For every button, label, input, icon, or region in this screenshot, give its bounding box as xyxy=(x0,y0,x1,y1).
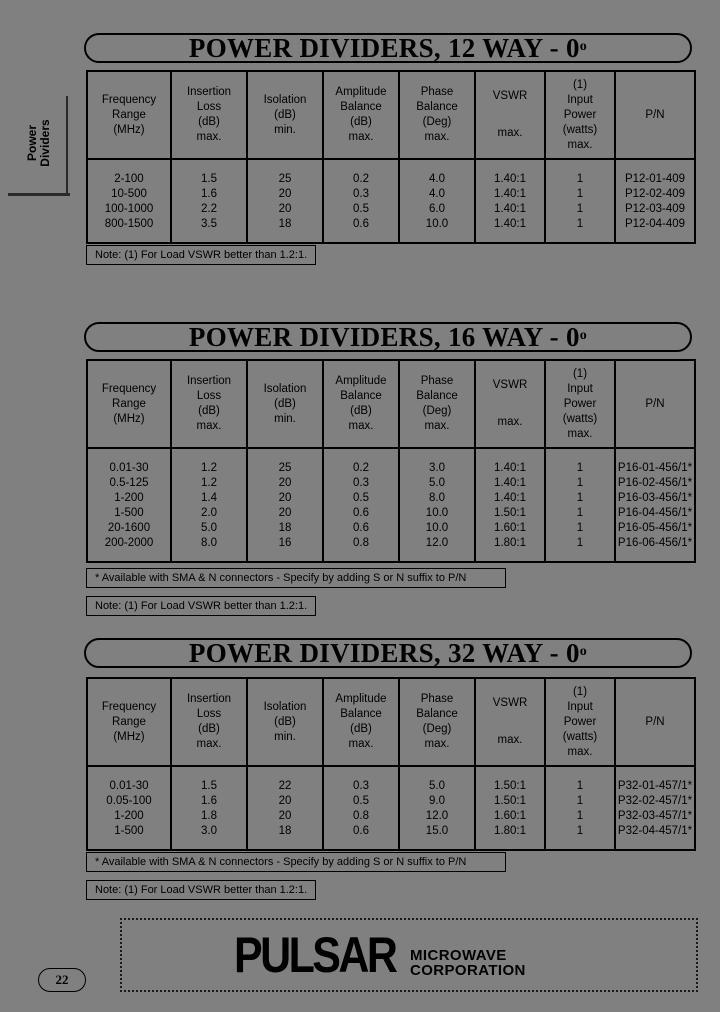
header-line: max. xyxy=(497,734,523,746)
cell-vswr: 1.50:1 xyxy=(475,766,545,794)
cell-frequency: 2-100 xyxy=(114,173,144,185)
table-row xyxy=(87,824,695,850)
cell-isolation: 20 xyxy=(247,809,323,824)
header-line: (dB) xyxy=(274,397,296,410)
cell-phase-balance: 15.0 xyxy=(399,824,475,850)
table-row xyxy=(87,536,695,562)
footnote-connectors: * Available with SMA & N connectors - Specify by adding S or N suffix to P/N xyxy=(86,568,506,588)
cell-input-power: 1 xyxy=(545,824,615,850)
cell-isolation: 20 xyxy=(247,491,323,506)
column-header-amplitude-balance xyxy=(323,678,399,766)
header-line: Balance xyxy=(416,390,458,402)
column-header-insertion-loss xyxy=(171,71,247,159)
header-line: Loss xyxy=(196,101,222,113)
header-line: (1) xyxy=(572,685,588,698)
cell-amplitude-balance: 0.6 xyxy=(323,521,399,536)
cell-vswr: 1.50:1 xyxy=(475,794,545,809)
footnote-vswr: Note: (1) For Load VSWR better than 1.2:1. xyxy=(86,596,316,616)
spec-table-32-way xyxy=(86,677,696,851)
cell-frequency: 10-500 xyxy=(111,188,147,200)
column-header-phase-balance xyxy=(399,678,475,766)
cell-insertion-loss: 2.2 xyxy=(171,202,247,217)
cell-amplitude-balance: 0.2 xyxy=(323,159,399,187)
header-line: max. xyxy=(567,745,593,758)
table-row xyxy=(87,794,695,809)
footnote-vswr: Note: (1) For Load VSWR better than 1.2:1. xyxy=(86,245,316,265)
cell-phase-balance: 10.0 xyxy=(399,521,475,536)
header-line: (dB) xyxy=(198,405,220,417)
cell-insertion-loss: 1.2 xyxy=(171,448,247,476)
header-line: Power xyxy=(563,108,597,121)
table-row xyxy=(87,506,695,521)
column-header-phase-balance xyxy=(399,71,475,159)
cell-phase-balance: 3.0 xyxy=(399,448,475,476)
cell-amplitude-balance: 0.6 xyxy=(323,506,399,521)
header-line: Balance xyxy=(340,101,382,113)
cell-isolation: 18 xyxy=(247,824,323,850)
table-row xyxy=(87,202,695,217)
cell-isolation: 25 xyxy=(247,159,323,187)
cell-part-number: P12-03-409 xyxy=(615,202,695,217)
header-line: (MHz) xyxy=(113,412,145,425)
table-row xyxy=(87,766,695,794)
table-row xyxy=(87,187,695,202)
cell-amplitude-balance: 0.5 xyxy=(323,794,399,809)
header-line: Range xyxy=(112,108,146,121)
header-line: max. xyxy=(348,738,374,750)
cell-amplitude-balance: 0.8 xyxy=(323,536,399,562)
cell-part-number: P12-01-409 xyxy=(615,159,695,187)
column-header-isolation xyxy=(247,678,323,766)
column-header-vswr xyxy=(475,360,545,448)
header-line: (watts) xyxy=(562,123,598,136)
table-row xyxy=(87,476,695,491)
cell-input-power: 1 xyxy=(545,766,615,794)
cell-amplitude-balance: 0.5 xyxy=(323,491,399,506)
cell-phase-balance: 12.0 xyxy=(399,809,475,824)
cell-frequency: 100-1000 xyxy=(104,203,154,215)
header-line: max. xyxy=(424,738,450,750)
cell-input-power: 1 xyxy=(545,521,615,536)
table-row xyxy=(87,448,695,476)
cell-insertion-loss: 3.5 xyxy=(171,217,247,243)
cell-isolation: 20 xyxy=(247,187,323,202)
header-line: Input xyxy=(567,382,593,395)
cell-input-power: 1 xyxy=(545,476,615,491)
header-line: (dB) xyxy=(274,715,296,728)
cell-insertion-loss: 1.2 xyxy=(171,476,247,491)
column-header-input-power xyxy=(545,678,615,766)
side-tab-base-rule xyxy=(8,193,70,196)
cell-isolation: 22 xyxy=(247,766,323,794)
cell-part-number: P16-03-456/1* xyxy=(615,491,695,506)
header-line: Isolation xyxy=(263,93,307,106)
cell-amplitude-balance: 0.6 xyxy=(323,824,399,850)
cell-isolation: 20 xyxy=(247,202,323,217)
header-line: Phase xyxy=(420,86,454,98)
cell-part-number: P16-06-456/1* xyxy=(615,536,695,562)
header-line: min. xyxy=(274,123,296,136)
header-line: max. xyxy=(497,416,523,428)
column-header-part-number xyxy=(615,360,695,448)
header-line: Isolation xyxy=(263,700,307,713)
header-line: max. xyxy=(196,131,222,143)
footnote-connectors: * Available with SMA & N connectors - Specify by adding S or N suffix to P/N xyxy=(86,852,506,872)
cell-insertion-loss: 3.0 xyxy=(171,824,247,850)
cell-phase-balance: 4.0 xyxy=(399,159,475,187)
cell-phase-balance: 5.0 xyxy=(399,476,475,491)
header-line: (1) xyxy=(572,78,588,91)
header-line: (1) xyxy=(572,367,588,380)
cell-input-power: 1 xyxy=(545,202,615,217)
header-line: max. xyxy=(196,738,222,750)
column-header-amplitude-balance xyxy=(323,71,399,159)
table-row xyxy=(87,217,695,243)
header-line: max. xyxy=(424,131,450,143)
column-header-vswr xyxy=(475,678,545,766)
header-line: (dB) xyxy=(350,723,372,735)
cell-frequency: 0.01-30 xyxy=(109,780,149,792)
spec-table-12-way xyxy=(86,70,696,244)
header-line: Insertion xyxy=(186,375,232,387)
cell-vswr: 1.40:1 xyxy=(475,448,545,476)
cell-phase-balance: 6.0 xyxy=(399,202,475,217)
cell-input-power: 1 xyxy=(545,506,615,521)
column-header-input-power xyxy=(545,360,615,448)
cell-frequency: 1-200 xyxy=(114,492,144,504)
header-line: Amplitude xyxy=(335,693,387,705)
header-line: max. xyxy=(348,131,374,143)
table-row xyxy=(87,521,695,536)
column-header-isolation xyxy=(247,360,323,448)
header-line: (dB) xyxy=(350,405,372,417)
cell-insertion-loss: 1.6 xyxy=(171,187,247,202)
cell-amplitude-balance: 0.3 xyxy=(323,187,399,202)
cell-isolation: 16 xyxy=(247,536,323,562)
cell-input-power: 1 xyxy=(545,217,615,243)
column-header-part-number xyxy=(615,678,695,766)
cell-vswr: 1.80:1 xyxy=(475,824,545,850)
header-line: (watts) xyxy=(562,730,598,743)
column-header-part-number xyxy=(615,71,695,159)
cell-vswr: 1.40:1 xyxy=(475,187,545,202)
logo-line-1: MICROWAVE xyxy=(410,947,507,964)
degree-symbol: o xyxy=(579,328,588,343)
cell-phase-balance: 5.0 xyxy=(399,766,475,794)
column-header-input-power xyxy=(545,71,615,159)
header-line: (watts) xyxy=(562,412,598,425)
header-line: Frequency xyxy=(101,700,157,713)
cell-insertion-loss: 1.4 xyxy=(171,491,247,506)
section-title-text: POWER DIVIDERS, 16 WAY - 0 xyxy=(188,322,580,352)
table-row xyxy=(87,491,695,506)
cell-input-power: 1 xyxy=(545,809,615,824)
cell-vswr: 1.40:1 xyxy=(475,217,545,243)
cell-frequency: 20-1600 xyxy=(107,522,151,534)
cell-input-power: 1 xyxy=(545,491,615,506)
cell-insertion-loss: 5.0 xyxy=(171,521,247,536)
header-line: (MHz) xyxy=(113,730,145,743)
column-header-frequency xyxy=(87,678,171,766)
column-header-frequency xyxy=(87,71,171,159)
cell-amplitude-balance: 0.6 xyxy=(323,217,399,243)
logo-line-2: CORPORATION xyxy=(410,962,526,979)
header-line: Insertion xyxy=(186,86,232,98)
cell-part-number: P16-05-456/1* xyxy=(615,521,695,536)
cell-part-number: P32-03-457/1* xyxy=(615,809,695,824)
cell-amplitude-balance: 0.3 xyxy=(323,766,399,794)
cell-vswr: 1.40:1 xyxy=(475,476,545,491)
header-line: (dB) xyxy=(198,116,220,128)
header-line: P/N xyxy=(645,397,665,410)
cell-vswr: 1.40:1 xyxy=(475,491,545,506)
cell-insertion-loss: 2.0 xyxy=(171,506,247,521)
cell-insertion-loss: 1.6 xyxy=(171,794,247,809)
cell-part-number: P16-02-456/1* xyxy=(615,476,695,491)
side-tab-rule xyxy=(66,96,68,196)
column-header-isolation xyxy=(247,71,323,159)
header-line: VSWR xyxy=(492,379,528,391)
cell-frequency: 1-500 xyxy=(114,825,144,837)
header-line: Range xyxy=(112,397,146,410)
cell-insertion-loss: 1.8 xyxy=(171,809,247,824)
header-line: max. xyxy=(497,127,523,139)
header-line: max. xyxy=(567,138,593,151)
header-line: (MHz) xyxy=(113,123,145,136)
cell-phase-balance: 12.0 xyxy=(399,536,475,562)
degree-symbol: o xyxy=(579,644,588,659)
cell-vswr: 1.80:1 xyxy=(475,536,545,562)
page-number: 22 xyxy=(38,968,86,992)
cell-frequency: 200-2000 xyxy=(104,537,154,549)
header-line: Loss xyxy=(196,708,222,720)
cell-input-power: 1 xyxy=(545,159,615,187)
cell-insertion-loss: 1.5 xyxy=(171,159,247,187)
cell-insertion-loss: 8.0 xyxy=(171,536,247,562)
header-line: (dB) xyxy=(274,108,296,121)
column-header-amplitude-balance xyxy=(323,360,399,448)
header-line: Balance xyxy=(416,708,458,720)
cell-isolation: 25 xyxy=(247,448,323,476)
degree-symbol: o xyxy=(579,39,588,54)
header-line: max. xyxy=(348,420,374,432)
cell-frequency: 1-200 xyxy=(114,810,144,822)
cell-insertion-loss: 1.5 xyxy=(171,766,247,794)
header-line: Loss xyxy=(196,390,222,402)
cell-part-number: P12-04-409 xyxy=(615,217,695,243)
logo-subtitle xyxy=(410,948,526,978)
header-line: Balance xyxy=(416,101,458,113)
header-line: max. xyxy=(567,427,593,440)
cell-frequency: 0.05-100 xyxy=(106,795,152,807)
cell-part-number: P32-04-457/1* xyxy=(615,824,695,850)
header-line: Amplitude xyxy=(335,86,387,98)
column-header-insertion-loss xyxy=(171,678,247,766)
cell-isolation: 20 xyxy=(247,506,323,521)
header-line: max. xyxy=(424,420,450,432)
cell-frequency: 800-1500 xyxy=(104,218,154,230)
column-header-frequency xyxy=(87,360,171,448)
header-line: VSWR xyxy=(492,697,528,709)
cell-phase-balance: 8.0 xyxy=(399,491,475,506)
header-line: Insertion xyxy=(186,693,232,705)
cell-isolation: 20 xyxy=(247,476,323,491)
header-line: Balance xyxy=(340,390,382,402)
section-title-16-way xyxy=(84,322,692,352)
header-line: Power xyxy=(563,715,597,728)
header-line: Balance xyxy=(340,708,382,720)
cell-phase-balance: 10.0 xyxy=(399,217,475,243)
header-line: VSWR xyxy=(492,90,528,102)
cell-frequency: 0.01-30 xyxy=(109,462,149,474)
cell-frequency: 1-500 xyxy=(114,507,144,519)
header-line: min. xyxy=(274,412,296,425)
spec-table-16-way xyxy=(86,359,696,563)
cell-part-number: P16-01-456/1* xyxy=(615,448,695,476)
cell-isolation: 18 xyxy=(247,521,323,536)
section-title-text: POWER DIVIDERS, 32 WAY - 0 xyxy=(188,638,580,668)
cell-frequency: 0.5-125 xyxy=(109,477,149,489)
cell-isolation: 20 xyxy=(247,794,323,809)
cell-vswr: 1.60:1 xyxy=(475,521,545,536)
header-line: Input xyxy=(567,93,593,106)
cell-part-number: P32-01-457/1* xyxy=(615,766,695,794)
cell-isolation: 18 xyxy=(247,217,323,243)
header-line: P/N xyxy=(645,715,665,728)
side-section-tab xyxy=(8,96,68,198)
header-line: Power xyxy=(563,397,597,410)
cell-part-number: P32-02-457/1* xyxy=(615,794,695,809)
header-line: Phase xyxy=(420,693,454,705)
section-title-12-way xyxy=(84,33,692,63)
cell-amplitude-balance: 0.8 xyxy=(323,809,399,824)
header-line: min. xyxy=(274,730,296,743)
header-line: Amplitude xyxy=(335,375,387,387)
header-line: (Deg) xyxy=(422,405,452,417)
cell-amplitude-balance: 0.3 xyxy=(323,476,399,491)
table-row xyxy=(87,809,695,824)
header-line: max. xyxy=(196,420,222,432)
header-line: Phase xyxy=(420,375,454,387)
cell-part-number: P12-02-409 xyxy=(615,187,695,202)
cell-vswr: 1.60:1 xyxy=(475,809,545,824)
side-tab-line2: Dividers xyxy=(38,119,52,167)
cell-part-number: P16-04-456/1* xyxy=(615,506,695,521)
cell-input-power: 1 xyxy=(545,794,615,809)
header-line: (dB) xyxy=(198,723,220,735)
header-line: Range xyxy=(112,715,146,728)
column-header-vswr xyxy=(475,71,545,159)
cell-input-power: 1 xyxy=(545,448,615,476)
header-line: Input xyxy=(567,700,593,713)
cell-phase-balance: 4.0 xyxy=(399,187,475,202)
header-line: (Deg) xyxy=(422,723,452,735)
cell-input-power: 1 xyxy=(545,536,615,562)
cell-input-power: 1 xyxy=(545,187,615,202)
cell-phase-balance: 10.0 xyxy=(399,506,475,521)
cell-vswr: 1.50:1 xyxy=(475,506,545,521)
section-title-text: POWER DIVIDERS, 12 WAY - 0 xyxy=(188,33,580,63)
section-title-32-way xyxy=(84,638,692,668)
header-line: P/N xyxy=(645,108,665,121)
column-header-insertion-loss xyxy=(171,360,247,448)
header-line: (Deg) xyxy=(422,116,452,128)
cell-phase-balance: 9.0 xyxy=(399,794,475,809)
pulsar-logo xyxy=(120,918,698,992)
column-header-phase-balance xyxy=(399,360,475,448)
cell-vswr: 1.40:1 xyxy=(475,202,545,217)
side-tab-line1: Power xyxy=(25,125,39,162)
header-line: (dB) xyxy=(350,116,372,128)
cell-amplitude-balance: 0.5 xyxy=(323,202,399,217)
cell-vswr: 1.40:1 xyxy=(475,159,545,187)
logo-wordmark: PULSAR xyxy=(234,927,396,983)
footnote-vswr: Note: (1) For Load VSWR better than 1.2:1. xyxy=(86,880,316,900)
cell-amplitude-balance: 0.2 xyxy=(323,448,399,476)
header-line: Frequency xyxy=(101,93,157,106)
table-row xyxy=(87,159,695,187)
header-line: Isolation xyxy=(263,382,307,395)
header-line: Frequency xyxy=(101,382,157,395)
